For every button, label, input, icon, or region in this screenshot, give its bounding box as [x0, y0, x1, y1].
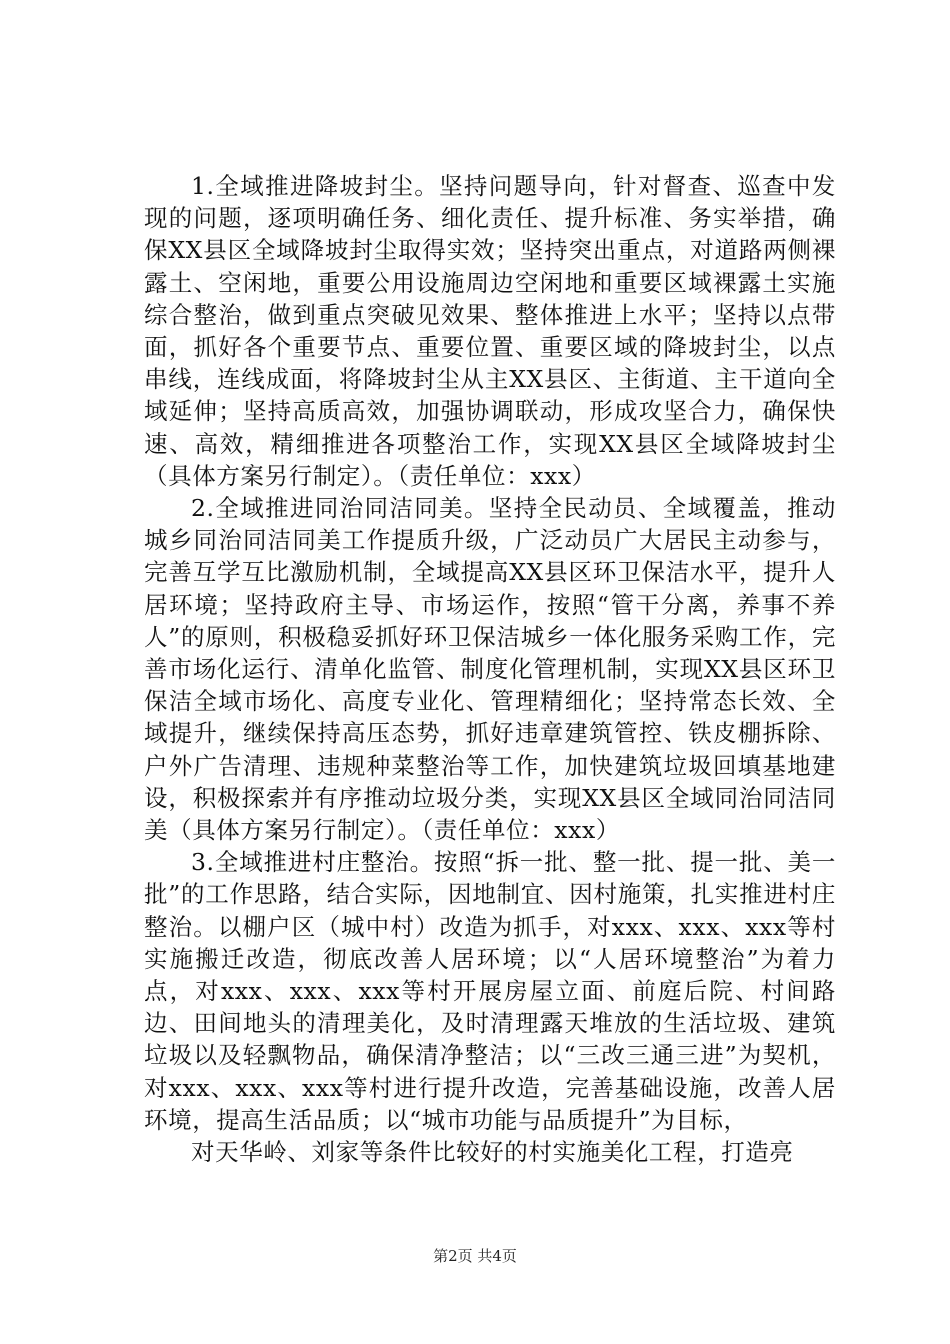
paragraph-1: 1.全域推进降坡封尘。坚持问题导向，针对督查、巡查中发现的问题，逐项明确任务、细化责任、提升标准、务实举措，确保XX县区全域降坡封尘取得实效；坚持突出重点，对道路两侧裸露土、空闲地，重要公用设施周边空闲地和重要区域裸露土实施综合整治，做到重点突破见效果、整体推进上水平；坚持以点带面，抓好各个重要节点、重要位置、重要区域的降坡封尘，以点串线，连线成面，将降坡封尘从主XX县区、主街道、主干道向全域延伸；坚持高质高效，加强协调联动，形成攻坚合力，确保快速、高效，精细推进各项整治工作，实现XX县区全域降坡封尘（具体方案另行制定）。（责任单位：xxx） [144, 172, 836, 490]
page-footer: 第2页 共4页 [433, 1247, 517, 1265]
paragraph-2: 2.全域推进同治同洁同美。坚持全民动员、全域覆盖，推动城乡同治同洁同美工作提质升级，广泛动员广大居民主动参与，完善互学互比激励机制，全域提高XX县区环卫保洁水平，提升人居环境；坚持政府主导、市场运作，按照“管干分离，养事不养人”的原则，积极稳妥抓好环卫保洁城乡一体化服务采购工作，完善市场化运行、清单化监管、制度化管理机制，实现XX县区环卫保洁全域市场化、高度专业化、管理精细化；坚持常态长效、全域提升，继续保持高压态势，抓好违章建筑管控、铁皮棚拆除、户外广告清理、违规种菜整治等工作，加快建筑垃圾回填基地建设，积极探索并有序推动垃圾分类，实现XX县区全域同治同洁同美（具体方案另行制定）。（责任单位：xxx） [144, 494, 836, 845]
paragraph-3: 3.全域推进村庄整治。按照“拆一批、整一批、提一批、美一批”的工作思路，结合实际，因地制宜、因村施策，扎实推进村庄整治。以棚户区（城中村）改造为抓手，对xxx、xxx、xxx等村实施搬迁改造，彻底改善人居环境；以“人居环境整治”为着力点，对xxx、xxx、xxx等村开展房屋立面、前庭后院、村间路边、田间地头的清理美化，及时清理露天堆放的生活垃圾、建筑垃圾以及轻飘物品，确保清净整洁；以“三改三通三进”为契机，对xxx、xxx、xxx等村进行提升改造，完善基础设施，改善人居环境，提高生活品质；以“城市功能与品质提升”为目标， [144, 848, 836, 1134]
paragraph-4: 对天华岭、刘家等条件比较好的村实施美化工程，打造亮 [191, 1138, 794, 1167]
document-body [144, 170, 836, 1168]
